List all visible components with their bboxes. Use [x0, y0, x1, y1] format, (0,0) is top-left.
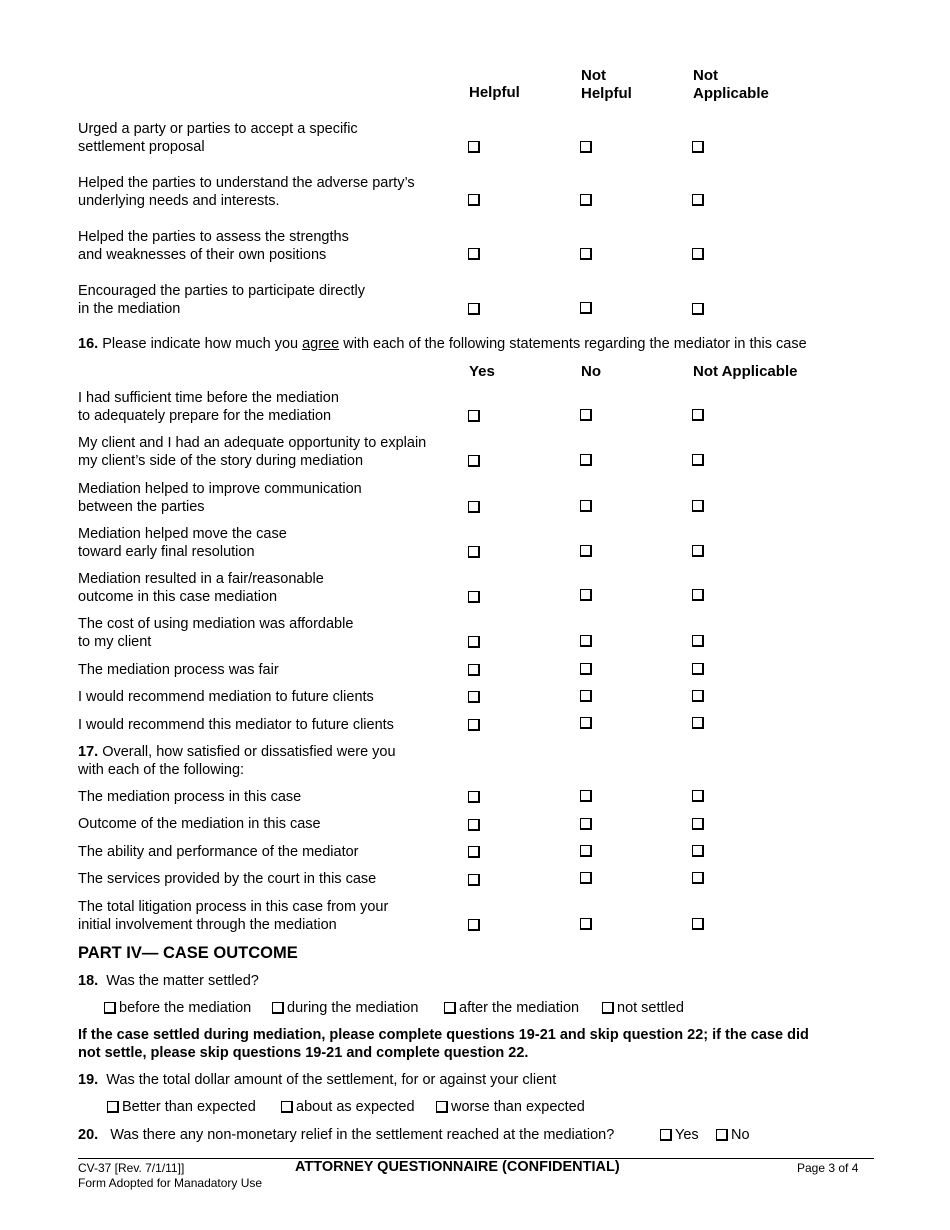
q17-row-3-na-checkbox[interactable] — [692, 845, 704, 857]
q16-row-3-label: Mediation helped to improve communication between the parties — [78, 481, 362, 515]
q18-prompt: 18. Was the matter settled? — [78, 973, 259, 989]
q16-row-9-na-checkbox[interactable] — [692, 717, 704, 729]
q16-row-1-no-checkbox[interactable] — [580, 409, 592, 421]
q16-row-4-no-checkbox[interactable] — [580, 545, 592, 557]
q17-row-5-no-checkbox[interactable] — [580, 918, 592, 930]
q16-row-9-yes-checkbox[interactable] — [468, 719, 480, 731]
q18-before-checkbox[interactable] — [104, 1002, 116, 1014]
q16-row-2-yes-checkbox[interactable] — [468, 455, 480, 467]
q17-row-3-label: The ability and performance of the mediator — [78, 844, 359, 860]
col-header-not-applicable: Not Applicable — [693, 67, 769, 102]
q17-row-1-na-checkbox[interactable] — [692, 790, 704, 802]
q16-row-3-na-checkbox[interactable] — [692, 500, 704, 512]
q18-after-checkbox[interactable] — [444, 1002, 456, 1014]
top-row-2-helpful-checkbox[interactable] — [468, 194, 480, 206]
q16-row-1-na-checkbox[interactable] — [692, 409, 704, 421]
top-row-2-label: Helped the parties to understand the adverse party’s underlying needs and interests. — [78, 175, 415, 209]
col-header-helpful: Helpful — [469, 84, 520, 101]
q17-row-3-no-checkbox[interactable] — [580, 845, 592, 857]
q16-row-6-na-checkbox[interactable] — [692, 635, 704, 647]
q20-prompt: 20. Was there any non-monetary relief in the settlement reached at the mediation? — [78, 1127, 615, 1143]
q17-row-5-na-checkbox[interactable] — [692, 918, 704, 930]
q19-worse-checkbox[interactable] — [436, 1101, 448, 1113]
q16-row-8-na-checkbox[interactable] — [692, 690, 704, 702]
top-row-3-helpful-checkbox[interactable] — [468, 248, 480, 260]
part4-title: PART IV— CASE OUTCOME — [78, 944, 298, 962]
q16-row-6-label: The cost of using mediation was affordable to my client — [78, 616, 354, 650]
q19-option-about[interactable]: about as expected — [281, 1098, 415, 1116]
q16-row-8-label: I would recommend mediation to future clients — [78, 689, 374, 705]
top-row-1-not-helpful-checkbox[interactable] — [580, 141, 592, 153]
q16-row-3-no-checkbox[interactable] — [580, 500, 592, 512]
q16-row-4-label: Mediation helped move the case toward early final resolution — [78, 526, 287, 560]
top-row-3-not-applicable-checkbox[interactable] — [692, 248, 704, 260]
top-row-2-not-applicable-checkbox[interactable] — [692, 194, 704, 206]
q18-during-checkbox[interactable] — [272, 1002, 284, 1014]
q17-row-2-yes-checkbox[interactable] — [468, 819, 480, 831]
q17-prompt: 17. Overall, how satisfied or dissatisfied were you with each of the following: — [78, 744, 396, 778]
q16-row-4-yes-checkbox[interactable] — [468, 546, 480, 558]
q17-row-4-yes-checkbox[interactable] — [468, 874, 480, 886]
col-header-not-helpful: Not Helpful — [581, 67, 632, 102]
q17-row-2-label: Outcome of the mediation in this case — [78, 816, 321, 832]
q16-row-9-no-checkbox[interactable] — [580, 717, 592, 729]
q20-option-no[interactable]: No — [716, 1126, 750, 1144]
q17-row-2-no-checkbox[interactable] — [580, 818, 592, 830]
col-header-yes: Yes — [469, 363, 495, 380]
footer-title: ATTORNEY QUESTIONNAIRE (CONFIDENTIAL) — [295, 1159, 620, 1175]
top-row-3-not-helpful-checkbox[interactable] — [580, 248, 592, 260]
q16-row-5-no-checkbox[interactable] — [580, 589, 592, 601]
top-row-4-not-helpful-checkbox[interactable] — [580, 302, 592, 314]
q16-row-7-yes-checkbox[interactable] — [468, 664, 480, 676]
q19-option-worse[interactable]: worse than expected — [436, 1098, 585, 1116]
q16-row-6-yes-checkbox[interactable] — [468, 636, 480, 648]
top-row-3-label: Helped the parties to assess the strengths and weaknesses of their own positions — [78, 229, 349, 263]
q16-row-6-no-checkbox[interactable] — [580, 635, 592, 647]
footer-form-id: CV-37 [Rev. 7/1/11]] — [78, 1161, 185, 1175]
col-header-no: No — [581, 363, 601, 380]
top-row-1-not-applicable-checkbox[interactable] — [692, 141, 704, 153]
q17-row-4-no-checkbox[interactable] — [580, 872, 592, 884]
top-row-1-helpful-checkbox[interactable] — [468, 141, 480, 153]
settlement-instruction: If the case settled during mediation, please complete questions 19-21 and skip question 22; if the case did not settle, please skip questions 19-21 and complete question 22. — [78, 1027, 809, 1061]
top-row-4-label: Encouraged the parties to participate directly in the mediation — [78, 283, 365, 317]
top-row-1-label: Urged a party or parties to accept a specific settlement proposal — [78, 121, 358, 155]
footer-page-number: Page 3 of 4 — [797, 1161, 859, 1175]
q16-row-2-na-checkbox[interactable] — [692, 454, 704, 466]
q16-prompt: 16. Please indicate how much you agree with each of the following statements regarding the mediator in this case — [78, 336, 807, 352]
q16-row-4-na-checkbox[interactable] — [692, 545, 704, 557]
q17-row-2-na-checkbox[interactable] — [692, 818, 704, 830]
q18-option-after[interactable]: after the mediation — [444, 999, 579, 1017]
q16-row-3-yes-checkbox[interactable] — [468, 501, 480, 513]
q16-row-2-no-checkbox[interactable] — [580, 454, 592, 466]
q16-row-8-no-checkbox[interactable] — [580, 690, 592, 702]
q19-prompt: 19. Was the total dollar amount of the settlement, for or against your client — [78, 1072, 557, 1088]
q18-option-before[interactable]: before the mediation — [104, 999, 251, 1017]
q20-yes-checkbox[interactable] — [660, 1129, 672, 1141]
q17-row-1-yes-checkbox[interactable] — [468, 791, 480, 803]
col-header-na: Not Applicable — [693, 363, 798, 380]
q16-row-7-na-checkbox[interactable] — [692, 663, 704, 675]
q17-row-5-yes-checkbox[interactable] — [468, 919, 480, 931]
q19-option-better[interactable]: Better than expected — [107, 1098, 256, 1116]
q16-row-5-na-checkbox[interactable] — [692, 589, 704, 601]
top-row-2-not-helpful-checkbox[interactable] — [580, 194, 592, 206]
top-row-4-helpful-checkbox[interactable] — [468, 303, 480, 315]
q17-row-1-label: The mediation process in this case — [78, 789, 302, 805]
q20-no-checkbox[interactable] — [716, 1129, 728, 1141]
q18-not-settled-checkbox[interactable] — [602, 1002, 614, 1014]
q16-row-7-no-checkbox[interactable] — [580, 663, 592, 675]
q16-row-5-yes-checkbox[interactable] — [468, 591, 480, 603]
q16-row-9-label: I would recommend this mediator to future clients — [78, 717, 394, 733]
q16-row-7-label: The mediation process was fair — [78, 662, 279, 678]
q18-option-during[interactable]: during the mediation — [272, 999, 418, 1017]
q16-row-5-label: Mediation resulted in a fair/reasonable outcome in this case mediation — [78, 571, 324, 605]
q17-row-4-label: The services provided by the court in this case — [78, 871, 377, 887]
footer-adopted: Form Adopted for Manadatory Use — [78, 1176, 263, 1190]
q17-row-4-na-checkbox[interactable] — [692, 872, 704, 884]
q16-row-1-yes-checkbox[interactable] — [468, 410, 480, 422]
q19-better-checkbox[interactable] — [107, 1101, 119, 1113]
q16-row-2-label: My client and I had an adequate opportunity to explain my client’s side of the story during mediation — [78, 435, 427, 469]
q18-option-not-settled[interactable]: not settled — [602, 999, 684, 1017]
q16-row-8-yes-checkbox[interactable] — [468, 691, 480, 703]
top-row-4-not-applicable-checkbox[interactable] — [692, 303, 704, 315]
q16-row-1-label: I had sufficient time before the mediation to adequately prepare for the mediation — [78, 390, 339, 424]
q17-row-3-yes-checkbox[interactable] — [468, 846, 480, 858]
q17-row-1-no-checkbox[interactable] — [580, 790, 592, 802]
q20-option-yes[interactable]: Yes — [660, 1126, 699, 1144]
q19-about-checkbox[interactable] — [281, 1101, 293, 1113]
q17-row-5-label: The total litigation process in this case from your initial involvement through the mediation — [78, 899, 389, 933]
